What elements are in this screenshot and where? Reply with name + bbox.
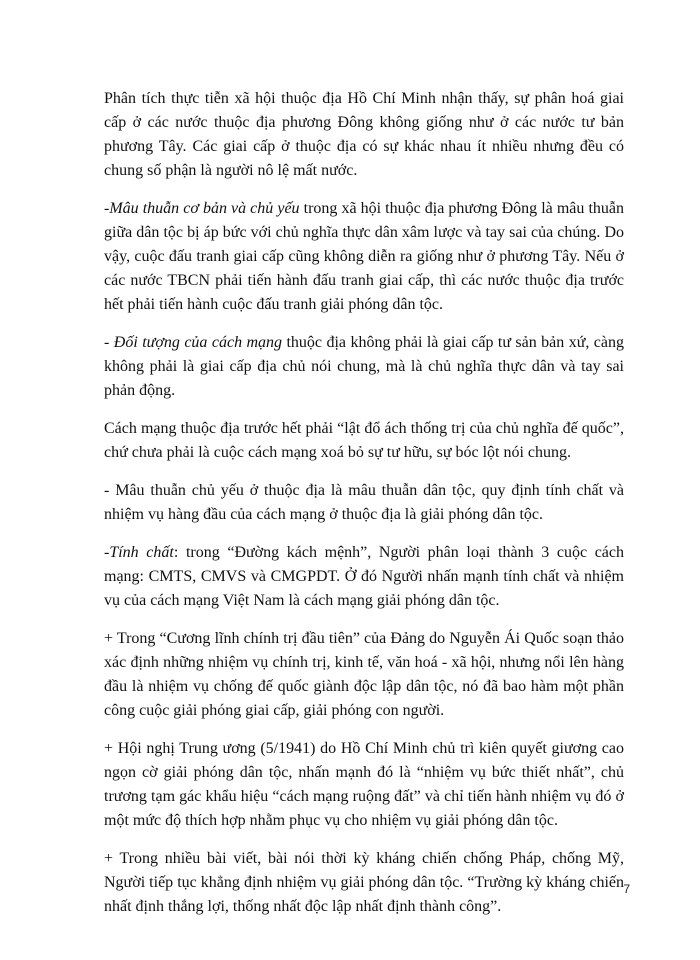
paragraph-3: - Đối tượng của cách mạng thuộc địa không phải là giai cấp tư sản bản xứ, càng không phải là giai cấp địa chủ nói chung, mà là chủ nghĩa thực dân và tay sai phản động. bbox=[104, 334, 625, 399]
paragraph-7: + Trong “Cương lĩnh chính trị đầu tiên” của Đảng do Nguyễn Ái Quốc soạn thảo xác định những nhiệm vụ chính trị, kinh tế, văn hoá - xã hội, nhưng nổi lên hàng đầu là nhiệm vụ chống đế quốc giành độc lập dân tộc, nó đã bao hàm một phần công cuộc giải phóng giai cấp, giải phóng con người. bbox=[104, 630, 624, 719]
paragraph-9: + Trong nhiều bài viết, bài nói thời kỳ kháng chiến chống Pháp, chống Mỹ, Người tiếp tục khẳng định nhiệm vụ giải phóng dân tộc. “Trường kỳ kháng chiến nhất định thắng lợi, thống nhất độc lập nhất định thành công”. bbox=[104, 850, 624, 915]
paragraph-6: -Tính chất: trong “Đường kách mệnh”, Người phân loại thành 3 cuộc cách mạng: CMTS, CMVS và CMGPDT. Ở đó Người nhấn mạnh tính chất và nhiệm vụ của cách mạng Việt Nam là cách mạng giải phóng dân tộc. bbox=[104, 544, 625, 609]
page-number: 7 bbox=[623, 882, 630, 896]
italic-lead: Tính chất bbox=[109, 544, 174, 561]
italic-lead: Mâu thuẫn cơ bản và chủ yếu bbox=[109, 200, 300, 217]
paragraph-8: + Hội nghị Trung ương (5/1941) do Hồ Chí Minh chủ trì kiên quyết giương cao ngọn cờ giải phóng dân tộc, nhấn mạnh đó là “nhiệm vụ bức thiết nhất”, chủ trương tạm gác khẩu hiệu “cách mạng ruộng đất” và chỉ tiến hành nhiệm vụ đó ở một mức độ thích hợp nhằm phục vụ cho nhiệm vụ giải phóng dân tộc. bbox=[104, 740, 624, 829]
paragraph-2: -Mâu thuẫn cơ bản và chủ yếu trong xã hội thuộc địa phương Đông là mâu thuẫn giữa dân tộc bị áp bức với chủ nghĩa thực dân xâm lược và tay sai của chúng. Do vậy, cuộc đấu tranh giai cấp cũng không diễn ra giống như ở phương Tây. Nếu ở các nước TBCN phải tiến hành đấu tranh giai cấp, thì các nước thuộc địa trước hết phải tiến hành cuộc đấu tranh giải phóng dân tộc. bbox=[104, 200, 624, 313]
paragraph-5: - Mâu thuẫn chủ yếu ở thuộc địa là mâu thuẫn dân tộc, quy định tính chất và nhiệm vụ hàng đầu của cách mạng ở thuộc địa là giải phóng dân tộc. bbox=[104, 482, 624, 523]
italic-lead: Đối tượng của cách mạng bbox=[113, 334, 283, 351]
paragraph-1: Phân tích thực tiễn xã hội thuộc địa Hồ Chí Minh nhận thấy, sự phân hoá giai cấp ở các nước thuộc địa phương Đông không giống như ở các nước tư bản phương Tây. Các giai cấp ở thuộc địa có sự khác nhau ít nhiều nhưng đều có chung số phận là người nô lệ mất nước. bbox=[104, 90, 624, 179]
document-body bbox=[104, 87, 624, 933]
paragraph-4: Cách mạng thuộc địa trước hết phải “lật đổ ách thống trị của chủ nghĩa đế quốc”, chứ chưa phải là cuộc cách mạng xoá bỏ sự tư hữu, sự bóc lột nói chung. bbox=[104, 420, 624, 461]
